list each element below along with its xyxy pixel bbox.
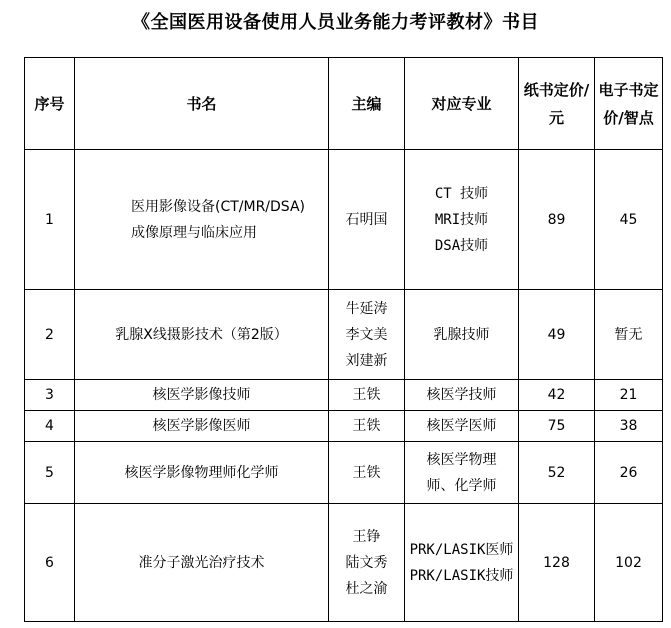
- major-name: PRK/LASIK医师: [409, 541, 514, 558]
- cell-major: [405, 380, 519, 411]
- cell-ebook-price: 102: [595, 504, 663, 622]
- col-header-major: 对应专业: [405, 58, 519, 150]
- editor-name: 王铁: [352, 418, 381, 434]
- cell-editor: [329, 411, 405, 442]
- cell-name: 医用影像设备(CT/MR/DSA)成像原理与临床应用: [75, 150, 329, 290]
- major-name: 核医学医师: [426, 418, 497, 434]
- editor-name: 杜之渝: [345, 580, 388, 597]
- editor-name: 王铁: [352, 464, 381, 481]
- cell-no: 5: [25, 442, 75, 504]
- table-row: [25, 442, 663, 504]
- cell-paper-price: 42: [519, 380, 595, 411]
- col-header-ebook-price: 电子书定价/智点: [595, 58, 663, 150]
- editor-name: 王铮: [352, 528, 381, 545]
- table-row: [25, 411, 663, 442]
- header-row: [25, 58, 663, 150]
- major-name: MRI技师: [434, 211, 489, 228]
- cell-no: 1: [25, 150, 75, 290]
- cell-editor: [329, 504, 405, 622]
- cell-editor: [329, 150, 405, 290]
- col-header-editor: 主编: [329, 58, 405, 150]
- page-title: 《全国医用设备使用人员业务能力考评教材》书目: [132, 12, 539, 33]
- cell-name: 乳腺X线摄影技术（第2版）: [75, 290, 329, 380]
- cell-editor: [329, 290, 405, 380]
- major-name: 核医学技师: [426, 387, 497, 403]
- cell-ebook-price: 38: [595, 411, 663, 442]
- cell-name: 核医学影像技师: [75, 380, 329, 411]
- cell-no: 3: [25, 380, 75, 411]
- cell-name: 准分子激光治疗技术: [75, 504, 329, 622]
- major-name: 核医学物理师、化学师: [426, 451, 497, 494]
- editor-name: 牛延涛: [345, 300, 388, 317]
- cell-paper-price: 52: [519, 442, 595, 504]
- book-table: [24, 57, 663, 622]
- cell-paper-price: 75: [519, 411, 595, 442]
- cell-editor: [329, 442, 405, 504]
- cell-name: 核医学影像物理师化学师: [75, 442, 329, 504]
- table-row: [25, 504, 663, 622]
- cell-major: [405, 290, 519, 380]
- cell-ebook-price: 21: [595, 380, 663, 411]
- major-name: DSA技师: [434, 237, 489, 254]
- cell-major: [405, 442, 519, 504]
- cell-no: 6: [25, 504, 75, 622]
- major-name: CT 技师: [434, 185, 489, 202]
- editor-name: 刘建新: [345, 352, 388, 369]
- cell-ebook-price: 暂无: [595, 290, 663, 380]
- cell-no: 4: [25, 411, 75, 442]
- major-name: 乳腺技师: [433, 326, 490, 343]
- cell-ebook-price: 26: [595, 442, 663, 504]
- cell-no: 2: [25, 290, 75, 380]
- cell-paper-price: 89: [519, 150, 595, 290]
- col-header-no: 序号: [25, 58, 75, 150]
- major-name: PRK/LASIK技师: [409, 567, 514, 584]
- cell-major: [405, 150, 519, 290]
- editor-name: 陆文秀: [345, 554, 388, 571]
- col-header-paper-price: 纸书定价/元: [519, 58, 595, 150]
- table-row: [25, 290, 663, 380]
- editor-name: 李文美: [345, 326, 388, 343]
- editor-name: 石明国: [345, 211, 388, 228]
- col-header-name: 书名: [75, 58, 329, 150]
- cell-name: 核医学影像医师: [75, 411, 329, 442]
- cell-major: [405, 504, 519, 622]
- table-row: [25, 380, 663, 411]
- table-row: [25, 150, 663, 290]
- cell-paper-price: 128: [519, 504, 595, 622]
- cell-paper-price: 49: [519, 290, 595, 380]
- cell-editor: [329, 380, 405, 411]
- editor-name: 王铁: [352, 387, 381, 403]
- cell-ebook-price: 45: [595, 150, 663, 290]
- cell-major: [405, 411, 519, 442]
